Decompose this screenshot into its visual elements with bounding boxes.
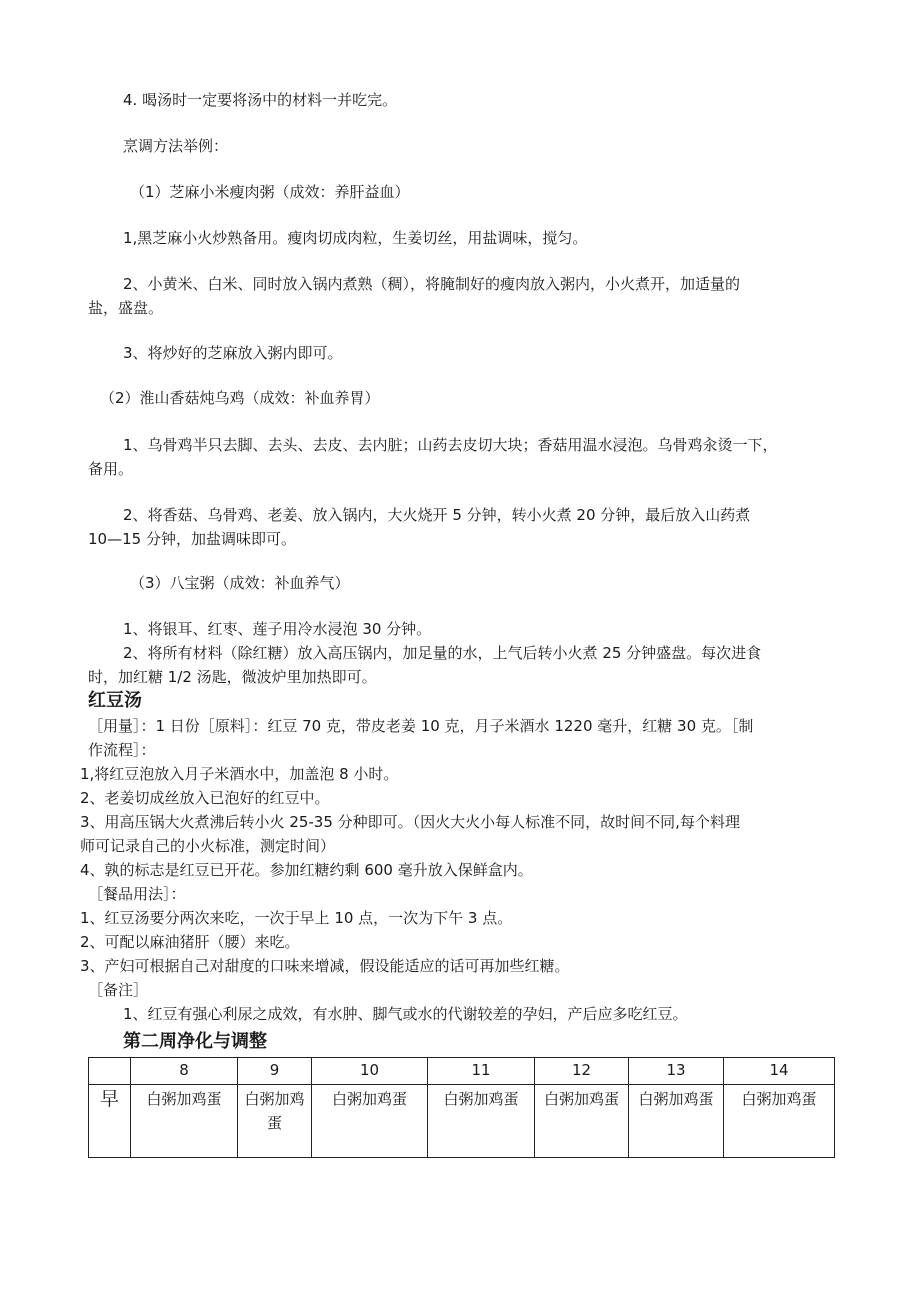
red-bean-ingredients-line2: 作流程］：	[88, 741, 156, 759]
recipe2-step1-line1: 1、乌骨鸡半只去脚、去头、去皮、去内脏；山药去皮切大块；香菇用温水浸泡。乌骨鸡汆烫一下，	[123, 436, 778, 454]
recipe3-step1: 1、将银耳、红枣、莲子用冷水浸泡 30 分钟。	[123, 620, 432, 638]
day-header: 8	[131, 1058, 238, 1085]
recipe3-step2-line2: 时，加红糖 1/2 汤匙，微波炉里加热即可。	[88, 668, 377, 686]
red-bean-soup-title: 红豆汤	[88, 690, 142, 711]
table-header-row	[89, 1058, 835, 1085]
red-bean-step2: 2、老姜切成丝放入已泡好的红豆中。	[80, 789, 330, 807]
recipe1-step2-line2: 盐，盛盘。	[88, 299, 164, 317]
recipe2-step2-line1: 2、将香菇、乌骨鸡、老姜、放入锅内，大火烧开 5 分钟，转小火煮 20 分钟，最后放入山药煮	[123, 506, 751, 524]
recipe1-step1: 1,黑芝麻小火炒熟备用。瘦肉切成肉粒，生姜切丝，用盐调味，搅匀。	[123, 229, 588, 247]
breakfast-cell: 白粥加鸡蛋	[535, 1085, 629, 1158]
row-label-breakfast: 早	[89, 1085, 131, 1158]
intro-rule-4: 4. 喝汤时一定要将汤中的材料一并吃完。	[123, 91, 398, 109]
table-corner-cell	[89, 1058, 131, 1085]
breakfast-cell: 白粥加鸡蛋	[312, 1085, 428, 1158]
usage-item-3: 3、产妇可根据自己对甜度的口味来增减，假设能适应的话可再加些红糖。	[80, 957, 570, 975]
recipe2-step1-line2: 备用。	[88, 460, 134, 478]
usage-item-1: 1、红豆汤要分两次来吃，一次于早上 10 点，一次为下午 3 点。	[80, 909, 513, 927]
red-bean-ingredients-line1: ［用量］：1 日份［原料］：红豆 70 克，带皮老姜 10 克，月子米酒水 1220 毫升，红糖 30 克。［制	[88, 717, 754, 735]
day-header: 12	[535, 1058, 629, 1085]
week2-title: 第二周净化与调整	[123, 1031, 267, 1052]
usage-heading: ［餐品用法］：	[88, 885, 186, 903]
table-row	[89, 1085, 835, 1158]
red-bean-step4: 4、孰的标志是红豆已开花。参加红糖约剩 600 毫升放入保鲜盒内。	[80, 861, 533, 879]
usage-item-2: 2、可配以麻油猪肝（腰）来吃。	[80, 933, 300, 951]
recipe2-step2-line2: 10—15 分钟，加盐调味即可。	[88, 530, 296, 548]
day-header: 14	[724, 1058, 835, 1085]
recipe2-title: （2）淮山香菇炖乌鸡（成效：补血养胃）	[100, 389, 380, 407]
breakfast-cell: 白粥加鸡蛋	[428, 1085, 535, 1158]
week2-table	[88, 1057, 835, 1158]
notes-item-1: 1、红豆有强心利尿之成效，有水肿、脚气或水的代谢较差的孕妇，产后应多吃红豆。	[123, 1005, 688, 1023]
recipe1-step3: 3、将炒好的芝麻放入粥内即可。	[123, 344, 343, 362]
red-bean-step3-line2: 师可记录自己的小火标准，测定时间）	[80, 837, 336, 855]
day-header: 9	[238, 1058, 312, 1085]
breakfast-cell: 白粥加鸡蛋	[238, 1085, 312, 1158]
day-header: 10	[312, 1058, 428, 1085]
red-bean-step3-line1: 3、用高压锅大火煮沸后转小火 25-35 分种即可。（因火大火小每人标准不同，故时间不同,每个料理	[80, 813, 740, 831]
breakfast-cell: 白粥加鸡蛋	[724, 1085, 835, 1158]
day-header: 11	[428, 1058, 535, 1085]
notes-heading: ［备注］	[88, 981, 149, 999]
recipe1-title: （1）芝麻小米瘦肉粥（成效：养肝益血）	[130, 183, 410, 201]
breakfast-cell: 白粥加鸡蛋	[629, 1085, 724, 1158]
recipe3-title: （3）八宝粥（成效：补血养气）	[130, 574, 350, 592]
recipe1-step2-line1: 2、小黄米、白米、同时放入锅内煮熟（稠），将腌制好的瘦肉放入粥内，小火煮开，加适量的	[123, 275, 741, 293]
day-header: 13	[629, 1058, 724, 1085]
red-bean-step1: 1,将红豆泡放入月子米酒水中，加盖泡 8 小时。	[80, 765, 399, 783]
methods-heading: 烹调方法举例：	[123, 137, 229, 155]
breakfast-cell: 白粥加鸡蛋	[131, 1085, 238, 1158]
recipe3-step2-line1: 2、将所有材料（除红糖）放入高压锅内，加足量的水，上气后转小火煮 25 分钟盛盘。每次进食	[123, 644, 762, 662]
